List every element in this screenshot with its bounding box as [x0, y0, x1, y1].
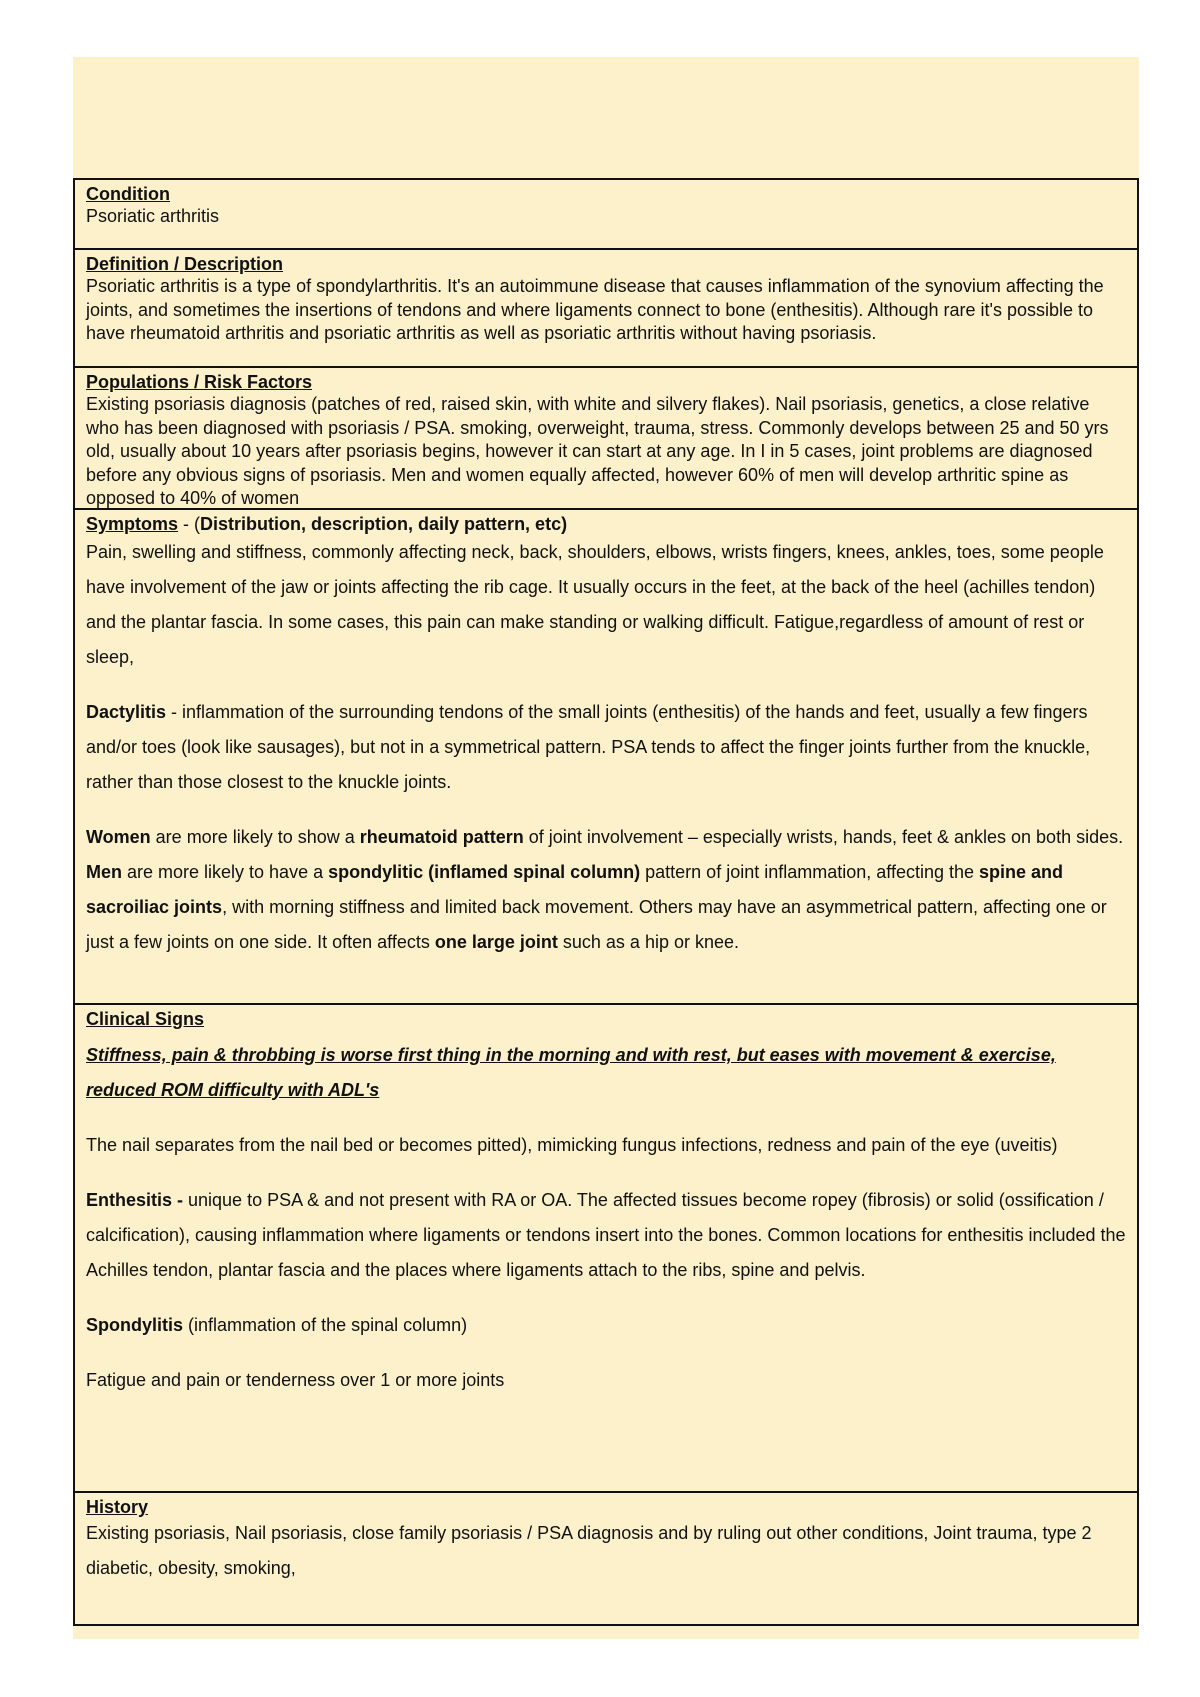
dactylitis-paragraph [86, 695, 1127, 800]
women-text: are more likely to show a [150, 827, 360, 847]
women-text-2: of joint involvement – especially wrists, hands, feet & ankles on both sides. [523, 827, 1124, 847]
populations-section [75, 366, 1137, 508]
fatigue-text: Fatigue and pain or tenderness over 1 or more joints [86, 1370, 505, 1390]
enthesitis-paragraph [86, 1183, 1127, 1288]
clinical-signs-heading: Clinical Signs [86, 1009, 205, 1029]
dactylitis-text: - inflammation of the surrounding tendons of the small joints (enthesitis) of the hands and feet, usually a few fingers and/or toes (look like sausages), but not in a symmetrical pattern. PSA tends to affect the finger joints further from the knuckle, rather than those closest to the knuckle joints. [86, 702, 1091, 792]
gender-pattern-paragraph [86, 820, 1127, 960]
definition-section [75, 248, 1137, 366]
women-term: Women [86, 827, 151, 847]
nail-signs-text: The nail separates from the nail bed or becomes pitted), mimicking fungus infections, redness and pain of the eye (uveitis) [86, 1135, 1058, 1155]
men-term: Men [86, 862, 122, 882]
condition-table [73, 178, 1139, 1626]
symptoms-heading-detail: Distribution, description, daily pattern, etc) [200, 514, 568, 534]
condition-text: Psoriatic arthritis [86, 206, 220, 226]
symptoms-heading: Symptoms [86, 514, 179, 534]
definition-text: Psoriatic arthritis is a type of spondylarthritis. It's an autoimmune disease that causes inflammation of the synovium affecting the joints, and sometimes the insertions of tendons and where ligaments connect to bone (enthesitis). Although rare it's possible to have rheumatoid arthritis and psoriatic arthritis as well as psoriatic arthritis without having psoriasis. [86, 276, 1104, 343]
history-text: Existing psoriasis, Nail psoriasis, close family psoriasis / PSA diagnosis and by ruling out other conditions, Joint trauma, type 2 diabetic, obesity, smoking, [86, 1523, 1092, 1578]
history-heading: History [86, 1497, 149, 1517]
history-section [75, 1491, 1137, 1624]
symptoms-paragraph: Pain, swelling and stiffness, commonly affecting neck, back, shoulders, elbows, wrists fingers, knees, ankles, toes, some people have involvement of the jaw or joints affecting the rib cage. It usually occurs in the feet, at the back of the heel (achilles tendon) and the plantar fascia. In some cases, this pain can make standing or walking difficult. Fatigue,regardless of amount of rest or sleep, [86, 542, 1104, 667]
spondylitis-paragraph [86, 1308, 1127, 1343]
men-text: are more likely to have a [122, 862, 329, 882]
spondylitis-text: (inflammation of the spinal column) [183, 1315, 468, 1335]
spondylitis-term: Spondylitis [86, 1315, 184, 1335]
rheumatoid-pattern-term: rheumatoid pattern [359, 827, 524, 847]
enthesitis-term: Enthesitis - [86, 1190, 189, 1210]
condition-heading: Condition [86, 184, 170, 204]
men-text-4: such as a hip or knee. [557, 932, 739, 952]
populations-text: Existing psoriasis diagnosis (patches of red, raised skin, with white and silvery flakes). Nail psoriasis, genetics, a close relative who has been diagnosed with psoriasis / PSA. smoking, overweight, trauma, stress. Commonly develops between 25 and 50 yrs old, usually about 10 years after psoriasis begins, however it can start at any age. In I in 5 cases, joint problems are diagnosed before any obvious signs of psoriasis. Men and women equally affected, however 60% of men will develop arthritic spine as opposed to 40% of women [86, 394, 1109, 508]
spine-term: spine and sacroiliac joints [86, 862, 1064, 917]
symptoms-heading-sep: - ( [178, 514, 201, 534]
men-text-3: , with morning stiffness and limited back movement. Others may have an asymmetrical pattern, affecting one or just a few joints on one side. It often affects [86, 897, 1107, 952]
enthesitis-text: unique to PSA & and not present with RA or OA. The affected tissues become ropey (fibrosis) or solid (ossification / calcification), causing inflammation where ligaments or tendons insert into the bones. Common locations for enthesitis included the Achilles tendon, plantar fascia and the places where ligaments attach to the ribs, spine and pelvis. [86, 1190, 1126, 1280]
men-text-2: pattern of joint inflammation, affecting the [640, 862, 980, 882]
spondylitic-term: spondylitic (inflamed spinal column) [328, 862, 641, 882]
symptoms-section [75, 508, 1137, 1003]
dactylitis-term: Dactylitis [86, 702, 167, 722]
clinical-signs-section [75, 1003, 1137, 1491]
large-joint-term: one large joint [434, 932, 558, 952]
definition-heading: Definition / Description [86, 254, 284, 274]
populations-heading: Populations / Risk Factors [86, 372, 313, 392]
clinical-key-statement: Stiffness, pain & throbbing is worse first thing in the morning and with rest, but eases with movement & exercise, reduced ROM difficulty with ADL's [86, 1045, 1056, 1100]
condition-section [75, 180, 1137, 248]
